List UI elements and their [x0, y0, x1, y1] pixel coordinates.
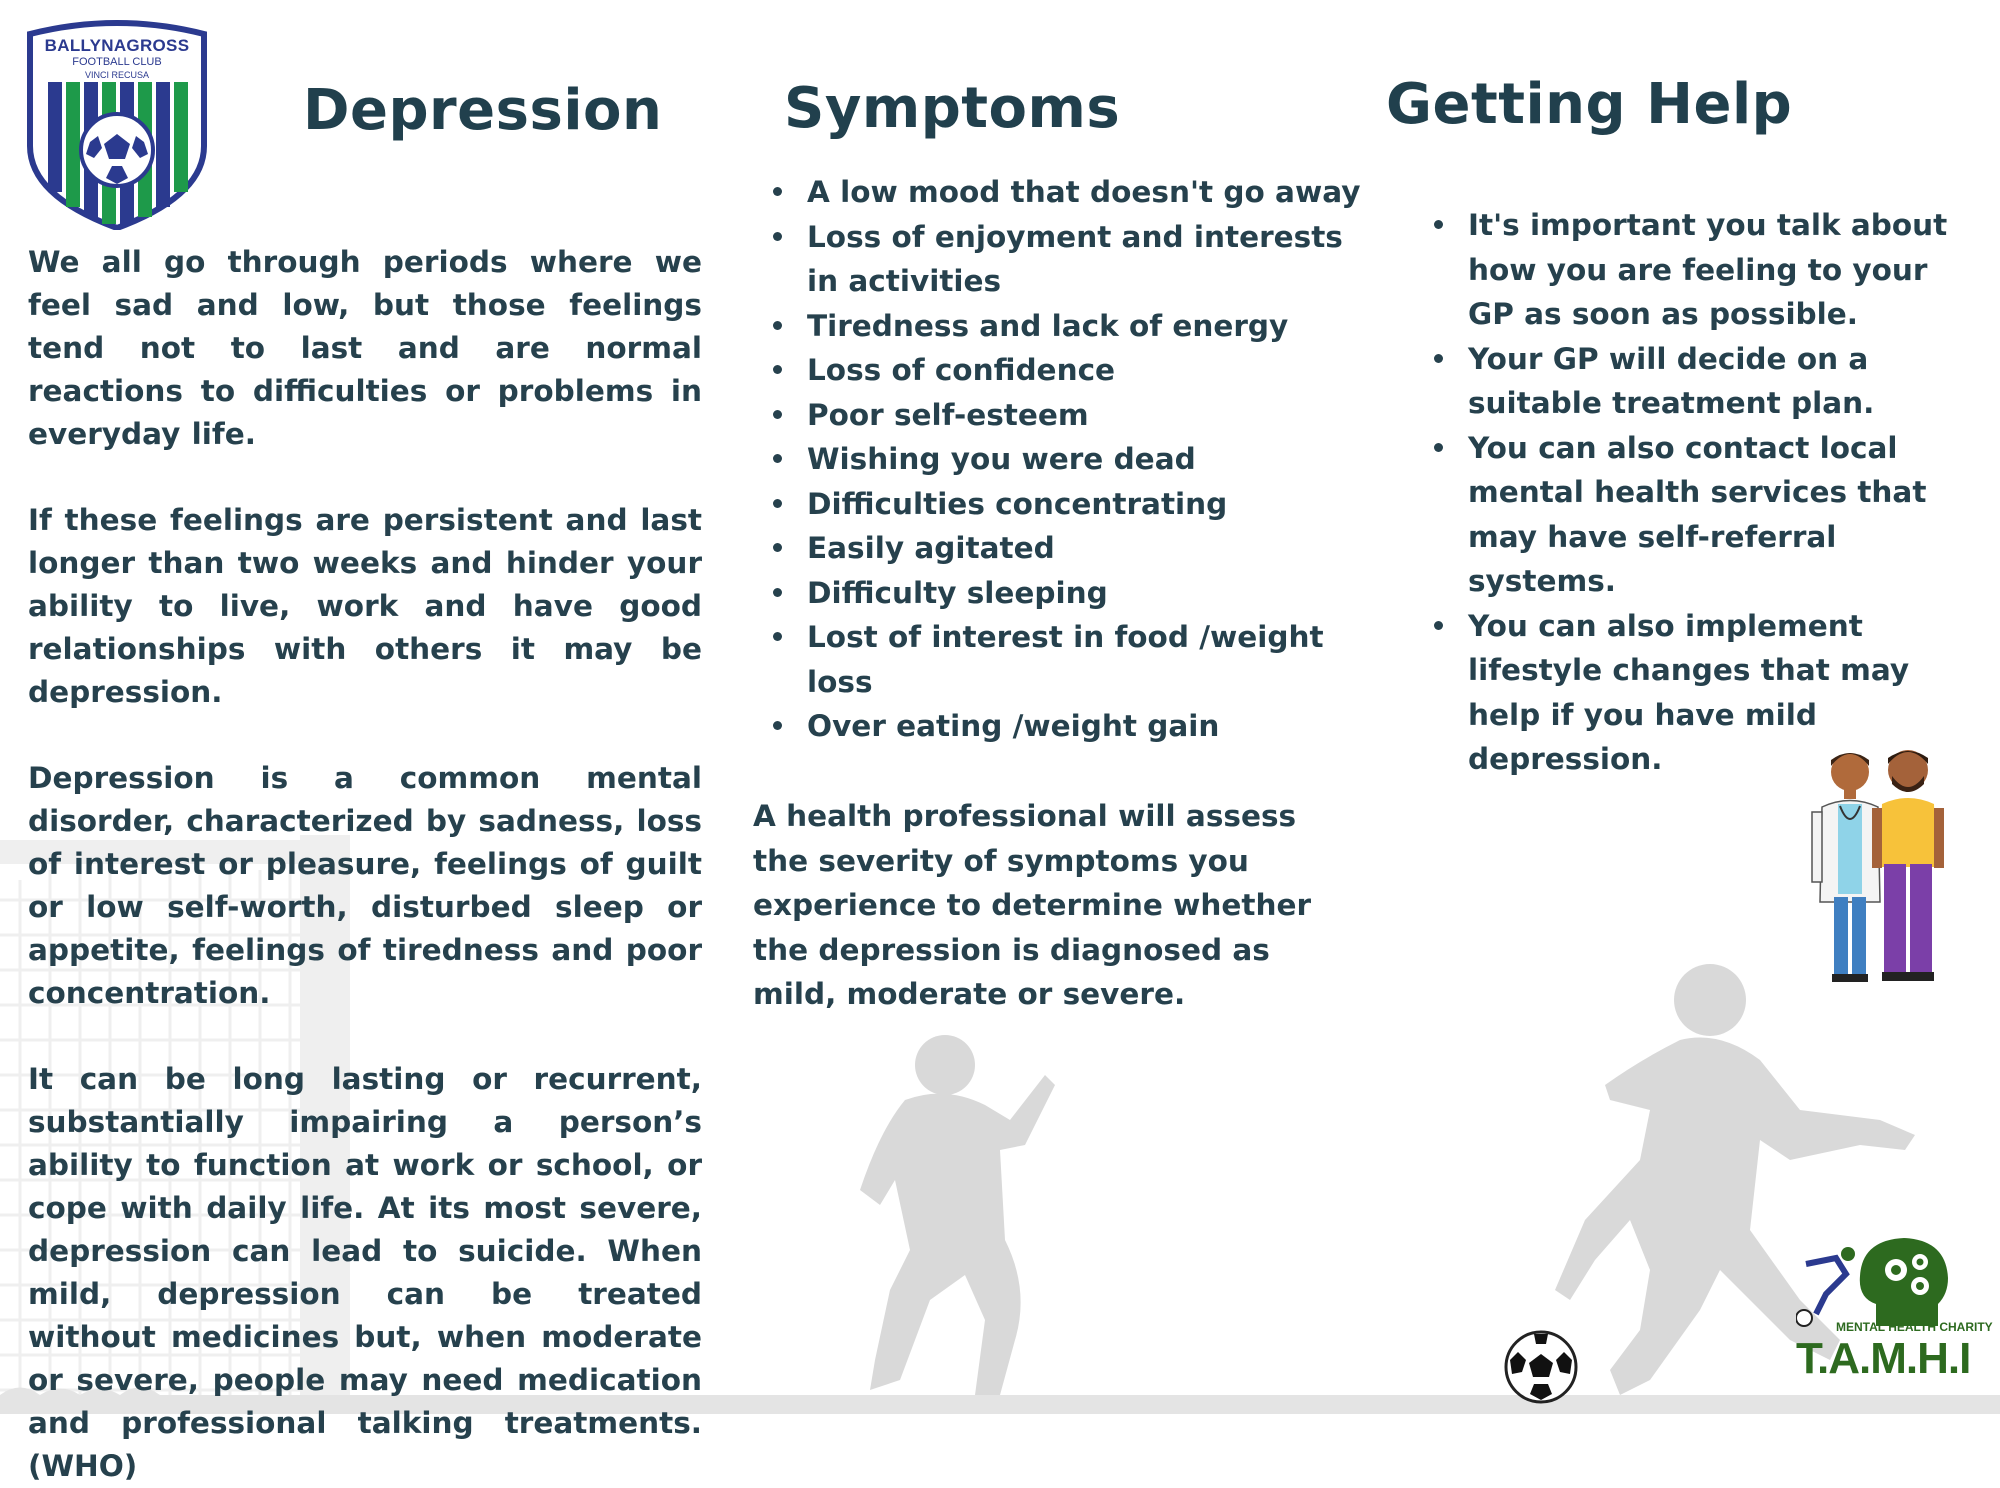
list-item: Difficulty sleeping — [773, 571, 1373, 616]
club-crest — [20, 16, 214, 230]
player-silhouette-icon — [860, 1035, 1055, 1395]
list-item: It's important you talk about how you are feeling to your GP as soon as possible. — [1434, 203, 1974, 337]
getting-help-heading: Getting Help — [1386, 72, 1793, 137]
club-motto: VINCI RECUSA — [84, 70, 149, 80]
depression-paragraph-3: Depression is a common mental disorder, characterized by sadness, loss of interest or pleasure, feelings of guilt or low self-worth, disturbed sleep or appetite, feelings of tiredness and poor concentration. — [28, 761, 702, 1010]
symptoms-list-container — [773, 170, 1373, 749]
list-item: You can also contact local mental health services that may have self-referral systems. — [1434, 426, 1974, 604]
list-item: Poor self-esteem — [773, 393, 1373, 438]
head-gears-icon — [1796, 1234, 1993, 1334]
assessment-text: A health professional will assess the severity of symptoms you experience to determine whether the depression is diagnosed as mild, moderate or severe. — [753, 799, 1312, 1011]
symptoms-heading: Symptoms — [784, 76, 1121, 141]
list-item: Wishing you were dead — [773, 437, 1373, 482]
list-item: Over eating /weight gain — [773, 704, 1373, 749]
list-item: Difficulties concentrating — [773, 482, 1373, 527]
list-item: Loss of confidence — [773, 348, 1373, 393]
symptoms-list — [773, 170, 1373, 749]
club-subtitle: FOOTBALL CLUB — [72, 56, 162, 68]
doctor-patient-illustration — [1810, 742, 1950, 987]
depression-paragraph-4: It can be long lasting or recurrent, substantially impairing a person’s ability to function at work or school, or cope with daily life. At its most severe, depression can lead to suicide. When mild, depression can be treated without medicines but, when moderate or severe, people may need medication and professional talking treatments. (WHO) — [28, 1062, 702, 1483]
depression-paragraph-1: We all go through periods where we feel sad and low, but those feelings tend not to last and are normal reactions to difficulties or problems in everyday life. — [28, 245, 702, 451]
list-item: Your GP will decide on a suitable treatment plan. — [1434, 337, 1974, 426]
patient-icon — [1872, 750, 1944, 981]
list-item: Tiredness and lack of energy — [773, 304, 1373, 349]
list-item: Loss of enjoyment and interests in activities — [773, 215, 1373, 304]
depression-heading: Depression — [303, 78, 663, 143]
list-item: Easily agitated — [773, 526, 1373, 571]
tamhi-name: T.A.M.H.I — [1796, 1334, 1971, 1383]
list-item: You can also implement lifestyle changes that may help if you have mild depression. — [1434, 604, 1974, 782]
club-name: BALLYNAGROSS — [44, 36, 190, 55]
depression-text — [28, 241, 702, 1488]
tamhi-logo — [1796, 1234, 1993, 1383]
list-item: Lost of interest in food /weight loss — [773, 615, 1373, 704]
help-list — [1434, 203, 1974, 782]
doctor-icon — [1812, 753, 1880, 982]
football-icon — [1504, 1330, 1578, 1404]
help-list-container — [1434, 203, 1974, 782]
list-item: A low mood that doesn't go away — [773, 170, 1373, 215]
tamhi-tagline: MENTAL HEALTH CHARITY — [1836, 1320, 1993, 1334]
depression-paragraph-2: If these feelings are persistent and last longer than two weeks and hinder your ability to live, work and have good relationships with others it may be depression. — [28, 503, 702, 709]
